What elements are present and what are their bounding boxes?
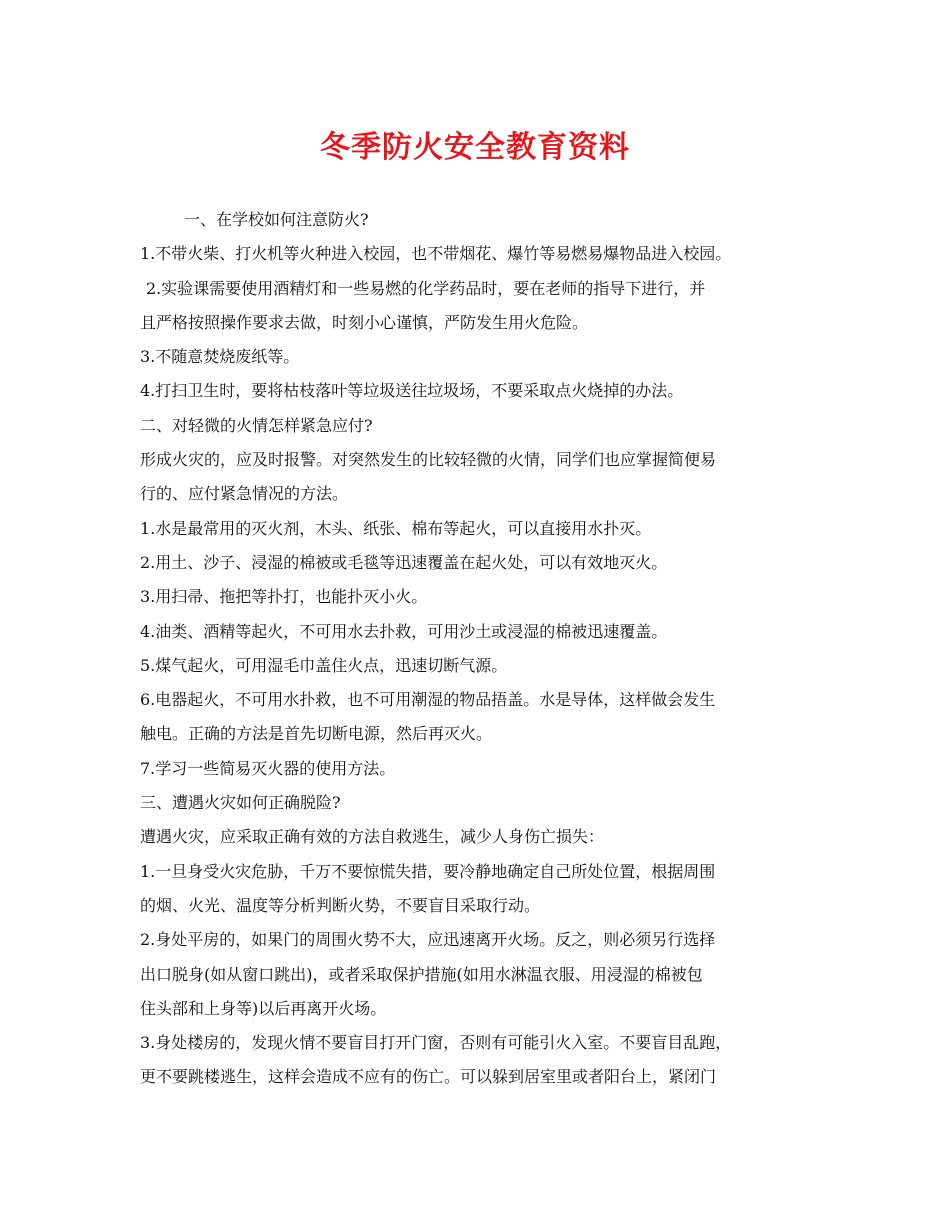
paragraph-line: 且严格按照操作要求去做，时刻小心谨慎，严防发生用火危险。 bbox=[140, 312, 589, 332]
paragraph-line: 3.不随意焚烧废纸等。 bbox=[140, 347, 300, 367]
paragraph-line: 4.油类、酒精等起火，不可用水去扑救，可用沙土或浸湿的棉被迅速覆盖。 bbox=[140, 621, 668, 641]
paragraph-line: 3.用扫帚、拖把等扑打，也能扑灭小火。 bbox=[140, 587, 428, 607]
paragraph-line: 行的、应付紧急情况的方法。 bbox=[140, 484, 349, 504]
document-title: 冬季防火安全教育资料 bbox=[320, 130, 630, 165]
paragraph-line: 形成火灾的，应及时报警。对突然发生的比较轻微的火情，同学们也应掌握简便易 bbox=[140, 450, 717, 470]
paragraph-line: 的烟、火光、温度等分析判断火势，不要盲目采取行动。 bbox=[140, 895, 541, 915]
paragraph-line: 1.不带火柴、打火机等火种进入校园，也不带烟花、爆竹等易燃易爆物品进入校园。 bbox=[140, 244, 732, 264]
paragraph-line: 住头部和上身等)以后再离开火场。 bbox=[140, 998, 387, 1018]
paragraph-line: 2.用土、沙子、浸湿的棉被或毛毯等迅速覆盖在起火处，可以有效地灭火。 bbox=[140, 552, 668, 572]
section-heading-2: 二、对轻微的火情怎样紧急应付? bbox=[140, 415, 373, 435]
paragraph-line: 出口脱身(如从窗口跳出)，或者采取保护措施(如用水淋温衣服、用浸湿的棉被包 bbox=[140, 964, 703, 984]
document-body bbox=[140, 203, 830, 1095]
paragraph-line: 4.打扫卫生时，要将枯枝落叶等垃圾送往垃圾场，不要采取点火烧掉的办法。 bbox=[140, 381, 684, 401]
section-heading-3: 三、遭遇火灾如何正确脱险? bbox=[140, 793, 341, 813]
paragraph-line: 6.电器起火，不可用水扑救，也不可用潮湿的物品捂盖。水是导体，这样做会发生 bbox=[140, 690, 716, 710]
paragraph-line: 2.身处平房的，如果门的周围火势不大，应迅速离开火场。反之，则必须另行选择 bbox=[140, 930, 716, 950]
paragraph-line: 更不要跳楼逃生，这样会造成不应有的伤亡。可以躲到居室里或者阳台上，紧闭门 bbox=[140, 1067, 717, 1087]
paragraph-line: 遭遇火灾，应采取正确有效的方法自救逃生，减少人身伤亡损失： bbox=[140, 827, 605, 847]
paragraph-line: 触电。正确的方法是首先切断电源，然后再灭火。 bbox=[140, 724, 493, 744]
paragraph-line: 3.身处楼房的，发现火情不要盲目打开门窗，否则有可能引火入室。不要盲目乱跑， bbox=[140, 1033, 732, 1053]
paragraph-line: 1.一旦身受火灾危胁，千万不要惊慌失措，要冷静地确定自己所处位置，根据周围 bbox=[140, 861, 716, 881]
section-heading-1: 一、在学校如何注意防火? bbox=[184, 210, 369, 229]
paragraph-line: 2.实验课需要使用酒精灯和一些易燃的化学药品时，要在老师的指导下进行，并 bbox=[146, 278, 706, 298]
paragraph-line: 5.煤气起火，可用湿毛巾盖住火点，迅速切断气源。 bbox=[140, 655, 508, 675]
paragraph-line: 1.水是最常用的灭火剂，木头、纸张、棉布等起火，可以直接用水扑灭。 bbox=[140, 518, 652, 538]
paragraph-line: 7.学习一些简易灭火器的使用方法。 bbox=[140, 758, 396, 778]
